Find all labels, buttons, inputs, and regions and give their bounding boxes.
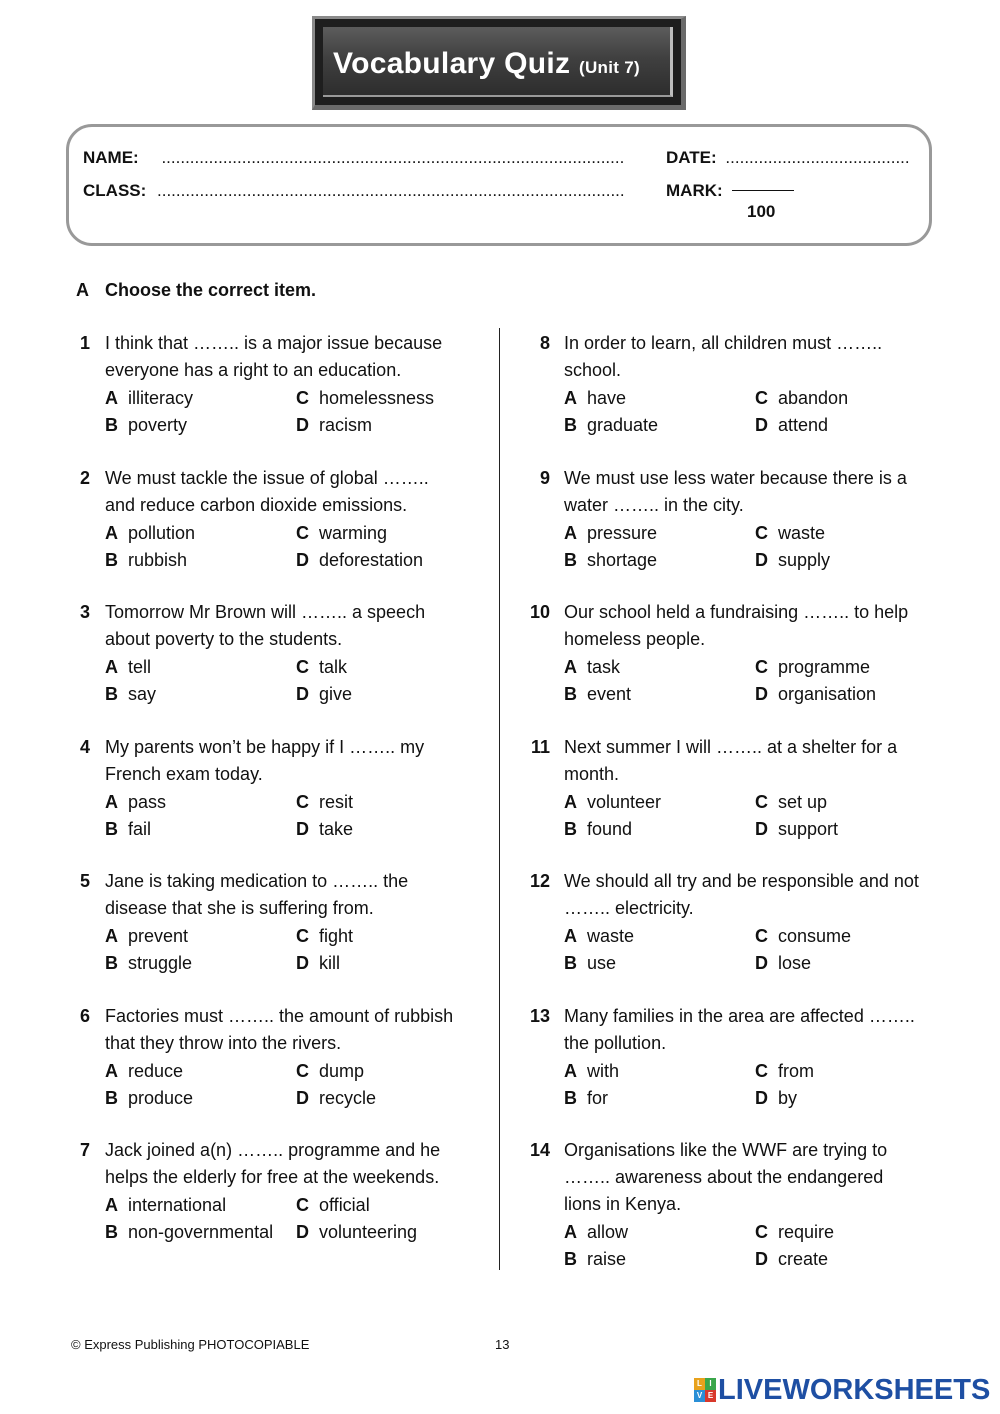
option-letter: C xyxy=(296,388,309,408)
option-letter: D xyxy=(296,684,309,704)
option-letter: A xyxy=(564,657,577,677)
option-c[interactable] xyxy=(296,926,353,947)
option-text: deforestation xyxy=(319,550,424,570)
option-b[interactable] xyxy=(105,550,187,571)
option-text: require xyxy=(778,1222,835,1242)
question-number: 5 xyxy=(79,871,90,891)
option-a[interactable] xyxy=(564,926,634,947)
option-letter: B xyxy=(105,684,118,704)
option-text: graduate xyxy=(587,415,659,435)
option-text: create xyxy=(778,1249,829,1269)
option-letter: C xyxy=(296,523,309,543)
question-text: Our school held a fundraising …….. to help homeless people. xyxy=(564,602,909,649)
class-field[interactable]: ................................................................................................... xyxy=(157,181,625,200)
option-letter: B xyxy=(105,953,118,973)
option-letter: A xyxy=(564,388,577,408)
option-a[interactable] xyxy=(564,792,661,813)
question-number: 2 xyxy=(79,468,90,488)
option-text: international xyxy=(128,1195,227,1215)
option-a[interactable] xyxy=(564,388,626,409)
option-d[interactable] xyxy=(755,415,828,436)
option-letter: D xyxy=(755,953,768,973)
option-c[interactable] xyxy=(755,792,827,813)
option-b[interactable] xyxy=(105,1088,193,1109)
question-number: 3 xyxy=(79,602,90,622)
option-d[interactable] xyxy=(296,819,353,840)
option-b[interactable] xyxy=(105,684,156,705)
option-text: event xyxy=(587,684,632,704)
option-letter: B xyxy=(564,953,577,973)
question-number: 14 xyxy=(529,1140,550,1160)
title-banner xyxy=(312,16,686,110)
question-number: 12 xyxy=(529,871,550,891)
name-label: NAME: xyxy=(83,148,139,167)
option-text: lose xyxy=(778,953,812,973)
option-letter: A xyxy=(564,1061,577,1081)
option-letter: B xyxy=(564,550,577,570)
option-a[interactable] xyxy=(564,1222,628,1243)
name-field[interactable]: .................................................................................................. xyxy=(161,148,625,167)
option-letter: D xyxy=(296,415,309,435)
option-c[interactable] xyxy=(755,523,825,544)
option-letter: C xyxy=(755,657,768,677)
option-letter: D xyxy=(296,550,309,570)
option-text: say xyxy=(128,684,157,704)
option-text: organisation xyxy=(778,684,877,704)
option-letter: C xyxy=(296,1195,309,1215)
option-letter: C xyxy=(755,1061,768,1081)
option-letter: D xyxy=(755,1249,768,1269)
option-text: homelessness xyxy=(319,388,435,408)
option-letter: B xyxy=(564,684,577,704)
option-text: official xyxy=(319,1195,370,1215)
option-text: dump xyxy=(319,1061,365,1081)
question-number: 1 xyxy=(79,333,90,353)
option-letter: B xyxy=(105,819,118,839)
option-text: recycle xyxy=(319,1088,377,1108)
option-letter: C xyxy=(755,1222,768,1242)
option-text: tell xyxy=(128,657,152,677)
logo-tile: L xyxy=(694,1378,705,1390)
question-number: 11 xyxy=(530,737,550,757)
option-c[interactable] xyxy=(296,1061,364,1082)
option-text: reduce xyxy=(128,1061,184,1081)
option-letter: B xyxy=(105,415,118,435)
question-number: 13 xyxy=(529,1006,550,1026)
option-letter: A xyxy=(105,926,118,946)
option-c[interactable] xyxy=(755,388,848,409)
option-letter: D xyxy=(755,415,768,435)
option-b[interactable] xyxy=(564,550,657,571)
logo-tile: E xyxy=(705,1390,716,1402)
option-letter: D xyxy=(755,1088,768,1108)
page-title xyxy=(333,47,640,81)
title-unit: (Unit 7) xyxy=(578,58,640,77)
option-text: from xyxy=(778,1061,814,1081)
question-text: Next summer I will …….. at a shelter for a month. xyxy=(564,737,898,784)
date-label: DATE: xyxy=(666,148,717,167)
option-d[interactable] xyxy=(296,415,372,436)
question-text: Tomorrow Mr Brown will …….. a speech about poverty to the students. xyxy=(105,602,426,649)
question-text: Jack joined a(n) …….. programme and he helps the elderly for free at the weekends. xyxy=(105,1140,441,1187)
option-text: by xyxy=(778,1088,798,1108)
option-a[interactable] xyxy=(564,657,620,678)
option-letter: B xyxy=(105,1088,118,1108)
column-divider xyxy=(499,328,500,1270)
option-letter: A xyxy=(564,926,577,946)
option-b[interactable] xyxy=(564,415,658,436)
option-letter: D xyxy=(296,1088,309,1108)
title-main: Vocabulary Quiz xyxy=(333,47,571,80)
option-text: prevent xyxy=(128,926,189,946)
option-b[interactable] xyxy=(105,1222,273,1243)
question-number: 6 xyxy=(79,1006,90,1026)
option-a[interactable] xyxy=(564,523,657,544)
question-text: In order to learn, all children must …….. school. xyxy=(564,333,883,380)
question-text: We should all try and be responsible and not …….. electricity. xyxy=(564,871,919,918)
question-text: I think that …….. is a major issue because everyone has a right to an education. xyxy=(105,333,443,380)
question-number: 7 xyxy=(79,1140,90,1160)
option-b[interactable] xyxy=(564,953,616,974)
option-text: programme xyxy=(778,657,871,677)
option-b[interactable] xyxy=(564,684,631,705)
option-letter: B xyxy=(105,1222,118,1242)
option-letter: A xyxy=(105,792,118,812)
mark-fraction-line[interactable] xyxy=(732,190,794,191)
option-letter: D xyxy=(755,819,768,839)
question-text: We must tackle the issue of global …….. and reduce carbon dioxide emissions. xyxy=(105,468,429,515)
option-text: racism xyxy=(319,415,372,435)
option-text: volunteer xyxy=(587,792,662,812)
option-text: pressure xyxy=(587,523,658,543)
class-row xyxy=(83,181,625,201)
option-c[interactable] xyxy=(755,1061,814,1082)
option-text: resit xyxy=(319,792,354,812)
mark-row xyxy=(666,181,723,201)
section-letter: A xyxy=(76,280,89,300)
option-d[interactable] xyxy=(755,684,876,705)
option-a[interactable] xyxy=(105,657,151,678)
mark-total: 100 xyxy=(747,202,776,221)
option-d[interactable] xyxy=(296,684,352,705)
liveworksheets-icon xyxy=(694,1378,716,1402)
option-letter: D xyxy=(296,953,309,973)
question-text: Factories must …….. the amount of rubbish that they throw into the rivers. xyxy=(105,1006,454,1053)
option-a[interactable] xyxy=(105,926,188,947)
option-letter: A xyxy=(105,1061,118,1081)
option-letter: A xyxy=(105,523,118,543)
option-text: pass xyxy=(128,792,167,812)
option-text: fight xyxy=(319,926,354,946)
logo-tile: I xyxy=(705,1378,716,1390)
option-b[interactable] xyxy=(564,1249,626,1270)
option-text: attend xyxy=(778,415,829,435)
option-c[interactable] xyxy=(296,1195,370,1216)
option-text: illiteracy xyxy=(128,388,194,408)
option-letter: A xyxy=(564,523,577,543)
option-text: supply xyxy=(778,550,831,570)
option-a[interactable] xyxy=(105,388,193,409)
option-c[interactable] xyxy=(755,657,870,678)
option-text: kill xyxy=(319,953,340,973)
option-text: poverty xyxy=(128,415,188,435)
option-letter: D xyxy=(296,819,309,839)
option-a[interactable] xyxy=(105,792,166,813)
option-text: talk xyxy=(319,657,348,677)
question-number: 9 xyxy=(539,468,550,488)
question-number: 4 xyxy=(79,737,90,757)
option-text: give xyxy=(319,684,353,704)
option-d[interactable] xyxy=(296,1088,376,1109)
option-text: support xyxy=(778,819,839,839)
option-d[interactable] xyxy=(296,953,340,974)
option-letter: D xyxy=(755,684,768,704)
option-letter: B xyxy=(564,1249,577,1269)
option-b[interactable] xyxy=(105,953,192,974)
option-text: set up xyxy=(778,792,828,812)
question-text: My parents won’t be happy if I …….. my French exam today. xyxy=(105,737,425,784)
option-letter: B xyxy=(564,1088,577,1108)
option-d[interactable] xyxy=(755,1249,828,1270)
option-text: with xyxy=(587,1061,620,1081)
class-label: CLASS: xyxy=(83,181,147,200)
question-text: We must use less water because there is a water …….. in the city. xyxy=(564,468,907,515)
option-text: non-governmental xyxy=(128,1222,274,1242)
option-letter: A xyxy=(564,1222,577,1242)
option-letter: A xyxy=(105,1195,118,1215)
option-text: pollution xyxy=(128,523,196,543)
page-number: 13 xyxy=(495,1337,510,1352)
date-row xyxy=(666,148,910,168)
option-d[interactable] xyxy=(755,819,838,840)
option-text: raise xyxy=(587,1249,627,1269)
mark-label: MARK: xyxy=(666,181,723,200)
option-b[interactable] xyxy=(564,1088,608,1109)
option-c[interactable] xyxy=(296,388,434,409)
option-c[interactable] xyxy=(296,523,387,544)
option-letter: B xyxy=(564,819,577,839)
option-text: shortage xyxy=(587,550,658,570)
title-banner-inner xyxy=(323,27,673,97)
option-text: consume xyxy=(778,926,852,946)
option-text: for xyxy=(587,1088,609,1108)
section-header xyxy=(76,280,316,301)
option-letter: C xyxy=(296,1061,309,1081)
option-letter: D xyxy=(755,550,768,570)
date-field[interactable]: ....................................... xyxy=(725,148,910,167)
option-b[interactable] xyxy=(105,415,187,436)
option-text: have xyxy=(587,388,627,408)
option-a[interactable] xyxy=(564,1061,619,1082)
option-text: struggle xyxy=(128,953,193,973)
footer-copyright: © Express Publishing PHOTOCOPIABLE xyxy=(71,1337,310,1352)
option-letter: C xyxy=(755,792,768,812)
option-letter: C xyxy=(755,926,768,946)
option-text: volunteering xyxy=(319,1222,418,1242)
question-number: 8 xyxy=(539,333,550,353)
option-text: waste xyxy=(587,926,635,946)
option-letter: A xyxy=(105,388,118,408)
logo-tile: V xyxy=(694,1390,705,1402)
option-d[interactable] xyxy=(296,1222,417,1243)
option-a[interactable] xyxy=(105,523,195,544)
question-text: Jane is taking medication to …….. the disease that she is suffering from. xyxy=(105,871,409,918)
option-c[interactable] xyxy=(296,792,353,813)
option-b[interactable] xyxy=(105,819,151,840)
option-letter: A xyxy=(105,657,118,677)
option-text: take xyxy=(319,819,354,839)
option-letter: B xyxy=(105,550,118,570)
option-b[interactable] xyxy=(564,819,632,840)
option-a[interactable] xyxy=(105,1061,183,1082)
name-row xyxy=(83,148,624,168)
question-text: Organisations like the WWF are trying to …….. awareness about the endangered lions in Kenya. xyxy=(564,1140,888,1214)
question-number: 10 xyxy=(529,602,550,622)
option-text: allow xyxy=(587,1222,629,1242)
option-c[interactable] xyxy=(755,1222,834,1243)
option-text: waste xyxy=(778,523,826,543)
option-a[interactable] xyxy=(105,1195,226,1216)
option-text: rubbish xyxy=(128,550,188,570)
option-letter: C xyxy=(296,926,309,946)
option-letter: C xyxy=(296,657,309,677)
option-letter: C xyxy=(296,792,309,812)
option-letter: C xyxy=(755,388,768,408)
option-text: abandon xyxy=(778,388,849,408)
option-d[interactable] xyxy=(755,1088,797,1109)
option-text: produce xyxy=(128,1088,194,1108)
option-c[interactable] xyxy=(296,657,347,678)
brand-name: LIVEWORKSHEETS xyxy=(718,1373,991,1406)
option-d[interactable] xyxy=(296,550,423,571)
section-instruction: Choose the correct item. xyxy=(105,280,317,300)
option-text: warming xyxy=(319,523,388,543)
option-text: found xyxy=(587,819,633,839)
option-letter: B xyxy=(564,415,577,435)
option-text: task xyxy=(587,657,621,677)
option-letter: A xyxy=(564,792,577,812)
option-d[interactable] xyxy=(755,953,811,974)
option-text: fail xyxy=(128,819,152,839)
option-letter: D xyxy=(296,1222,309,1242)
option-text: use xyxy=(587,953,617,973)
question-text: Many families in the area are affected …….. the pollution. xyxy=(564,1006,915,1053)
option-c[interactable] xyxy=(755,926,851,947)
option-d[interactable] xyxy=(755,550,830,571)
liveworksheets-logo xyxy=(694,1373,990,1407)
option-letter: C xyxy=(755,523,768,543)
